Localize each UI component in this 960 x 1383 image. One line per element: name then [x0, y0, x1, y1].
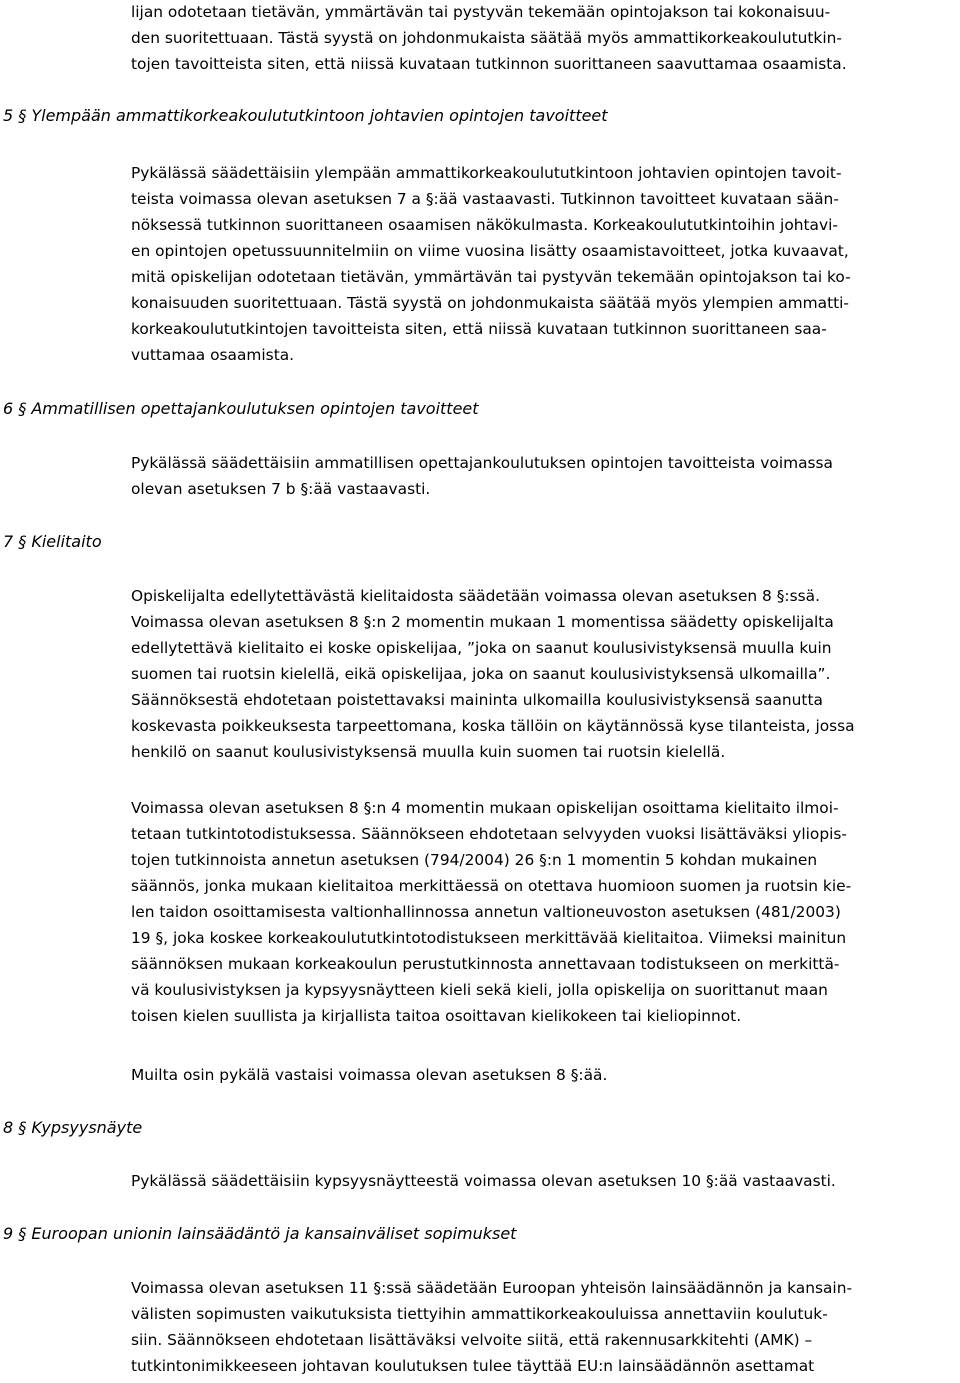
text-line: Pykälässä säädettäisiin ylempään ammattikorkeakoulututkintoon johtavien opintojen tavoit-	[131, 164, 842, 182]
section-8-paragraph	[131, 1168, 957, 1194]
text-line: tojen tavoitteista siten, että niissä kuvataan tutkinnon suorittaneen saavuttamaa osaamista.	[131, 55, 847, 73]
section-7-paragraph-3	[131, 1062, 957, 1088]
section-9-heading: 9 § Euroopan unionin lainsäädäntö ja kansainväliset sopimukset	[3, 1224, 517, 1243]
text-line: 19 §, joka koskee korkeakoulututkintotodistukseen merkittävää kielitaitoa. Viimeksi mainitun	[131, 929, 847, 947]
text-line: tetaan tutkintotodistuksessa. Säännökseen ehdotetaan selvyyden vuoksi lisättäväksi yliopis-	[131, 825, 847, 843]
text-line: Voimassa olevan asetuksen 8 §:n 4 momentin mukaan opiskelijan osoittama kielitaito ilmoi-	[131, 799, 839, 817]
text-line: säännöksen mukaan korkeakoulun perustutkinnosta annettavaan todistukseen on merkittä-	[131, 955, 840, 973]
text-line: en opintojen opetussuunnitelmiin on viime vuosina lisätty osaamistavoitteet, jotka kuvaavat,	[131, 242, 849, 260]
text-line: Voimassa olevan asetuksen 11 §:ssä säädetään Euroopan yhteisön lainsäädännön ja kansain-	[131, 1279, 853, 1297]
intro-paragraph	[131, 0, 957, 77]
text-line: nöksessä tutkinnon suorittaneen osaamisen näkökulmasta. Korkeakoulututkintoihin johtavi-	[131, 216, 838, 234]
text-line: koskevasta poikkeuksesta tarpeettomana, koska tällöin on käytännössä kyse tilanteista, jossa	[131, 717, 855, 735]
text-line: konaisuuden suoritettuaan. Tästä syystä on johdonmukaista säätää myös ylempien ammatti-	[131, 294, 849, 312]
section-6-heading: 6 § Ammatillisen opettajankoulutuksen opintojen tavoitteet	[3, 399, 479, 418]
text-line: toisen kielen suullista ja kirjallista taitoa osoittavan kielikokeen tai kieliopinnot.	[131, 1007, 742, 1025]
text-line: lijan odotetaan tietävän, ymmärtävän tai pystyvän tekemään opintojakson tai kokonaisuu-	[131, 3, 831, 21]
text-line: teista voimassa olevan asetuksen 7 a §:ää vastaavasti. Tutkinnon tavoitteet kuvataan sään-	[131, 190, 839, 208]
text-line: suomen tai ruotsin kielellä, eikä opiskelijaa, joka on saanut koulusivistyksensä ulkomailla”.	[131, 665, 831, 683]
text-line: den suoritettuaan. Tästä syystä on johdonmukaista säätää myös ammattikorkeakoulututkin-	[131, 29, 842, 47]
section-7-paragraph-1	[131, 583, 957, 765]
text-line: henkilö on saanut koulusivistyksensä muulla kuin suomen tai ruotsin kielellä.	[131, 743, 726, 761]
text-line: korkeakoulututkintojen tavoitteista siten, että niissä kuvataan tutkinnon suorittaneen saa-	[131, 320, 827, 338]
text-line: välisten sopimusten vaikutuksista tiettyihin ammattikorkeakouluissa annettaviin koulutuk-	[131, 1305, 828, 1323]
text-line: Pykälässä säädettäisiin ammatillisen opettajankoulutuksen opintojen tavoitteista voimassa	[131, 454, 833, 472]
text-line: mitä opiskelijan odotetaan tietävän, ymmärtävän tai pystyvän tekemään opintojakson tai ko-	[131, 268, 851, 286]
text-line: Voimassa olevan asetuksen 8 §:n 2 momentin mukaan 1 momentissa säädetty opiskelijalta	[131, 613, 834, 631]
text-line: tojen tutkinnoista annetun asetuksen (794/2004) 26 §:n 1 momentin 5 kohdan mukainen	[131, 851, 818, 869]
text-line: siin. Säännökseen ehdotetaan lisättäväksi velvoite siitä, että rakennusarkkitehti (AMK) –	[131, 1331, 813, 1349]
text-line: Säännöksestä ehdotetaan poistettavaksi maininta ulkomailla koulusivistyksensä saanutta	[131, 691, 823, 709]
section-5-heading: 5 § Ylempään ammattikorkeakoulututkintoon johtavien opintojen tavoitteet	[3, 106, 608, 125]
section-8-heading: 8 § Kypsyysnäyte	[3, 1118, 143, 1137]
text-line: edellytettävä kielitaito ei koske opiskelijaa, ”joka on saanut koulusivistyksensä muulla kuin	[131, 639, 832, 657]
text-line: tutkintonimikkeeseen johtavan koulutuksen tulee täyttää EU:n lainsäädännön asettamat	[131, 1357, 815, 1375]
section-7-paragraph-2	[131, 795, 957, 1029]
text-line: Pykälässä säädettäisiin kypsyysnäytteestä voimassa olevan asetuksen 10 §:ää vastaavasti.	[131, 1172, 836, 1190]
text-line: len taidon osoittamisesta valtionhallinnossa annetun valtioneuvoston asetuksen (481/2003)	[131, 903, 841, 921]
text-line: olevan asetuksen 7 b §:ää vastaavasti.	[131, 480, 431, 498]
text-line: vä koulusivistyksen ja kypsyysnäytteen kieli sekä kieli, jolla opiskelija on suorittanut maan	[131, 981, 828, 999]
text-line: vuttamaa osaamista.	[131, 346, 295, 364]
section-6-paragraph	[131, 450, 957, 502]
text-line: Opiskelijalta edellytettävästä kielitaidosta säädetään voimassa olevan asetuksen 8 §:ssä.	[131, 587, 820, 605]
section-5-paragraph	[131, 160, 957, 368]
section-9-paragraph	[131, 1275, 957, 1379]
text-line: säännös, jonka mukaan kielitaitoa merkittäessä on otettava huomioon suomen ja ruotsin kie-	[131, 877, 852, 895]
section-7-heading: 7 § Kielitaito	[3, 532, 102, 551]
text-line: Muilta osin pykälä vastaisi voimassa olevan asetuksen 8 §:ää.	[131, 1066, 608, 1084]
